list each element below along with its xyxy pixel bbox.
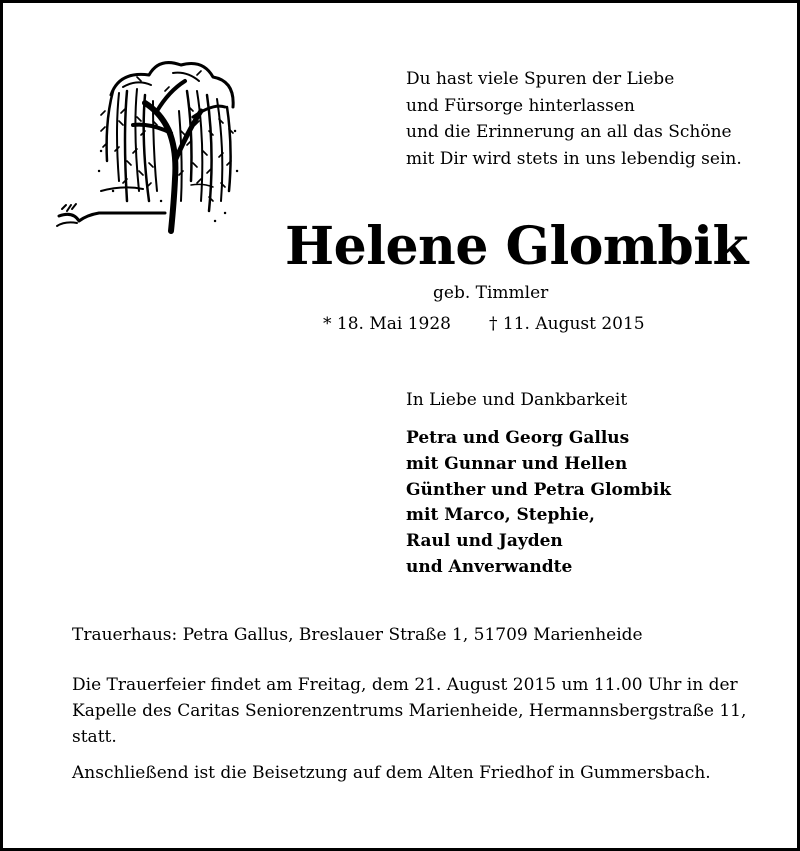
birth-date: * 18. Mai 1928 <box>323 314 451 334</box>
ceremony-line: statt. <box>72 727 117 747</box>
mourner-line: mit Marco, Stephie, <box>406 505 595 526</box>
mourners-intro: In Liebe und Dankbarkeit <box>406 390 628 410</box>
life-dates <box>323 313 645 335</box>
mourner-line: und Anverwandte <box>406 556 573 577</box>
mourner-line: Günther und Petra Glombik <box>406 479 671 500</box>
mourning-house-address: Trauerhaus: Petra Gallus, Breslauer Straße 1, 51709 Marienheide <box>72 625 643 645</box>
ceremony-line: Kapelle des Caritas Seniorenzentrums Marienheide, Hermannsbergstraße 11, <box>72 701 747 721</box>
mourners-list <box>406 426 671 581</box>
mourner-line: Raul und Jayden <box>406 531 563 552</box>
poem-line: und die Erinnerung an all das Schöne <box>406 122 732 142</box>
poem-line: und Fürsorge hinterlassen <box>406 95 635 116</box>
burial-info: Anschließend ist die Beisetzung auf dem Alten Friedhof in Gummersbach. <box>72 763 711 783</box>
weeping-willow-icon <box>53 51 248 236</box>
deceased-name: Helene Glombik <box>285 216 749 277</box>
death-date: † 11. August 2015 <box>489 314 645 334</box>
ceremony-info <box>72 672 747 750</box>
birth-name: geb. Timmler <box>433 283 549 303</box>
mourner-line: mit Gunnar und Hellen <box>406 453 628 474</box>
ceremony-line: Die Trauerfeier findet am Freitag, dem 21. August 2015 um 11.00 Uhr in der <box>72 675 738 695</box>
mourner-line: Petra und Georg Gallus <box>406 428 630 448</box>
poem-line: mit Dir wird stets in uns lebendig sein. <box>406 148 742 169</box>
poem-line: Du hast viele Spuren der Liebe <box>406 69 675 89</box>
poem <box>406 66 766 172</box>
